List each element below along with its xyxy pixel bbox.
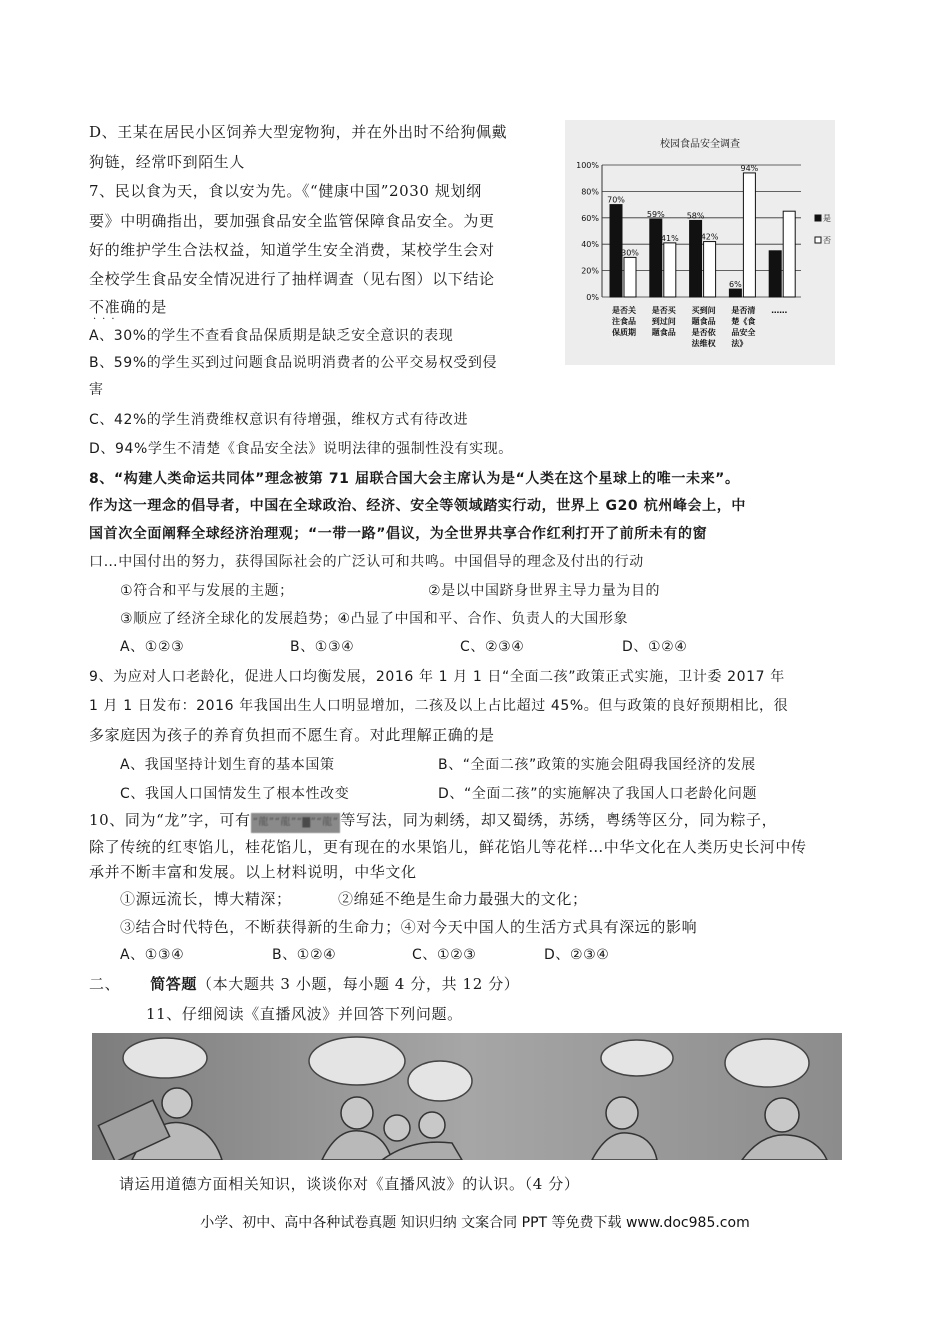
q10-statement-3-4: ③结合时代特色，不断获得新的生命力；④对今天中国人的生活方式具有深远的影响	[120, 918, 698, 936]
chart-legend-label: 否	[823, 236, 831, 245]
chart-data-label: 6%	[729, 280, 742, 290]
q9-option-d: D、“全面二孩”的实施解决了我国人口老龄化问题	[438, 786, 758, 802]
chart-bar	[664, 243, 676, 297]
q8-option-b: B、①③④	[290, 639, 355, 655]
chart-legend-label: 是	[823, 214, 831, 223]
q10-stem-line1	[89, 810, 777, 833]
q6-option-d-line2: 狗链，经常吓到陌生人	[89, 153, 246, 171]
q8-statement-2: ②是以中国跻身世界主导力量为目的	[428, 583, 661, 599]
q10-option-b: B、①②④	[272, 947, 337, 963]
chart-data-label: 70%	[607, 195, 625, 205]
chart-data-label: 59%	[646, 210, 665, 220]
chart-bar	[650, 219, 662, 297]
dragon-characters-image: “龍”“龍”“▇”“龍”	[251, 813, 341, 833]
q7-option-d: D、94%学生不清楚《食品安全法》说明法律的强制性没有实现。	[89, 441, 513, 457]
chart-data-label: 41%	[660, 233, 679, 243]
section-2-number: 二、	[89, 975, 121, 993]
chart-bar	[729, 289, 741, 297]
chart-category-label: 是否依	[691, 328, 716, 337]
chart-y-tick-label: 100%	[576, 161, 599, 170]
emphasis-dots: ···	[93, 314, 121, 325]
chart-title: 校园食品安全调查	[660, 139, 740, 150]
section-2-title: 简答题	[150, 975, 198, 993]
q7-option-b-line2: 害	[89, 382, 104, 398]
q7-stem-line5: 不准确的是	[89, 298, 168, 316]
q9-stem-line2: 1 月 1 日发布：2016 年我国出生人口明显增加，二孩及以上占比超过 45%。但与政策的良好预期相比，很	[89, 698, 789, 714]
chart-y-tick-label: 0%	[586, 293, 599, 302]
chart-category-label: 法》	[731, 339, 748, 348]
chart-category-label: 保质期	[612, 328, 636, 337]
q6-option-d-line1: D、王某在居民小区饲养大型宠物狗，并在外出时不给狗佩戴	[89, 123, 508, 141]
q8-option-a: A、①②③	[120, 639, 185, 655]
q10-stem-line3: 承并不断丰富和发展。以上材料说明，中华文化	[89, 863, 417, 881]
q10-statement-2: ②绵延不绝是生命力最强大的文化；	[338, 890, 588, 908]
q7-stem-line2: 要》中明确指出，要加强食品安全监管保障食品安全。为更	[89, 212, 495, 230]
page-footer: 小学、初中、高中各种试卷真题 知识归纳 文案合同 PPT 等免费下载 www.doc985.com	[200, 1215, 750, 1231]
chart-category-label: 是否买	[651, 306, 676, 315]
q10-option-d: D、②③④	[544, 947, 610, 963]
food-safety-chart	[565, 120, 835, 365]
chart-legend-swatch	[815, 237, 821, 243]
q9-option-a: A、我国坚持计划生育的基本国策	[120, 757, 335, 773]
q7-stem-line1: 7、民以食为天，食以安为先。《“健康中国”2030 规划纲	[89, 182, 482, 200]
chart-category-label: 买到问	[691, 306, 716, 315]
q10-option-a: A、①③④	[120, 947, 185, 963]
chart-category-label: 品安全	[731, 328, 756, 337]
chart-category-label: 楚《食	[731, 317, 756, 326]
q8-option-c: C、②③④	[460, 639, 525, 655]
chart-bar	[704, 242, 716, 297]
chart-data-label: 58%	[686, 211, 705, 221]
chart-bar	[743, 173, 755, 297]
chart-category-label: 到过问	[651, 317, 676, 326]
q7-stem-line3: 好的维护学生合法权益，知道学生安全消费，某校学生会对	[89, 241, 495, 259]
chart-y-tick-label: 20%	[581, 266, 599, 276]
q10-statement-1: ①源远流长，博大精深；	[120, 890, 292, 908]
q7-option-c: C、42%的学生消费维权意识有待增强，维权方式有待改进	[89, 412, 469, 428]
chart-legend-swatch	[815, 215, 821, 221]
chart-category-label: 题食品	[651, 328, 676, 337]
chart-category-label: ……	[771, 306, 788, 315]
q9-stem-line3: 多家庭因为孩子的养育负担而不愿生育。对此理解正确的是	[89, 726, 495, 744]
chart-y-tick-label: 80%	[581, 187, 599, 197]
q7-stem-line4: 全校学生食品安全情况进行了抽样调查（见右图）以下结论	[89, 270, 495, 288]
chart-data-label: 94%	[740, 163, 759, 173]
q8-statement-1: ①符合和平与发展的主题；	[120, 583, 294, 599]
chart-y-tick-label: 60%	[581, 213, 599, 223]
chart-category-label: 题食品	[691, 317, 716, 326]
chart-category-label: 是否关	[612, 306, 636, 315]
section-2-heading	[89, 974, 519, 994]
q9-stem-line1: 9、为应对人口老龄化，促进人口均衡发展，2016 年 1 月 1 日“全面二孩”政策正式实施，卫计委 2017 年	[89, 669, 785, 685]
q11-stem: 11、仔细阅读《直播风波》并回答下列问题。	[146, 1005, 463, 1023]
chart-y-tick-label: 40%	[581, 240, 599, 250]
q10-stem-line2: 除了传统的红枣馅儿，桂花馅儿，更有现在的水果馅儿，鲜花馅儿等花样…中华文化在人类历史长河中传	[89, 838, 807, 856]
chart-category-label: 注食品	[612, 317, 636, 326]
chart-bar	[624, 257, 636, 297]
q8-statement-3-4: ③顺应了经济全球化的发展趋势；④凸显了中国和平、合作、负责人的大国形象	[120, 611, 629, 627]
q8-stem-line2: 作为这一理念的倡导者，中国在全球政治、经济、安全等领域踏实行动，世界上 G20 杭州峰会上，中	[89, 498, 746, 514]
chart-data-label: 42%	[700, 232, 719, 242]
q7-option-a: A、30%的学生不查看食品保质期是缺乏安全意识的表现	[89, 328, 454, 344]
chart-bar	[783, 211, 795, 297]
section-2-note: （本大题共 3 小题，每小题 4 分，共 12 分）	[197, 975, 520, 993]
live-stream-cartoon-image	[92, 1033, 842, 1160]
chart-svg	[565, 120, 835, 365]
q8-stem-line4: 口…中国付出的努力，获得国际社会的广泛认可和共鸣。中国倡导的理念及付出的行动	[89, 554, 644, 570]
q10-stem-start: 10、同为“龙”字，可有	[89, 811, 251, 829]
chart-bar	[769, 251, 781, 297]
q10-option-c: C、①②③	[412, 947, 477, 963]
chart-category-label: 是否清	[731, 306, 756, 315]
q8-stem-line1: 8、“构建人类命运共同体”理念被第 71 届联合国大会主席认为是“人类在这个星球上的唯一未来”。	[89, 471, 740, 487]
q9-option-c: C、我国人口国情发生了根本性改变	[120, 786, 350, 802]
chart-category-label: 法维权	[691, 339, 716, 348]
chart-data-label: 30%	[621, 248, 639, 258]
q10-stem-end: 等写法，同为刺绣，却又蜀绣，苏绣，粤绣等区分，同为粽子，	[340, 811, 778, 829]
q8-option-d: D、①②④	[622, 639, 688, 655]
q8-stem-line3: 国首次全面阐释全球经济治理观；“一带一路”倡议，为全世界共享合作红利打开了前所未有的窗	[89, 526, 708, 542]
q7-option-b-line1: B、59%的学生买到过问题食品说明消费者的公平交易权受到侵	[89, 355, 498, 371]
cartoon-drawing	[92, 1033, 842, 1160]
q9-option-b: B、“全面二孩”政策的实施会阻碍我国经济的发展	[438, 757, 756, 773]
q11-question: 请运用道德方面相关知识，谈谈你对《直播风波》的认识。（4 分）	[119, 1175, 580, 1193]
